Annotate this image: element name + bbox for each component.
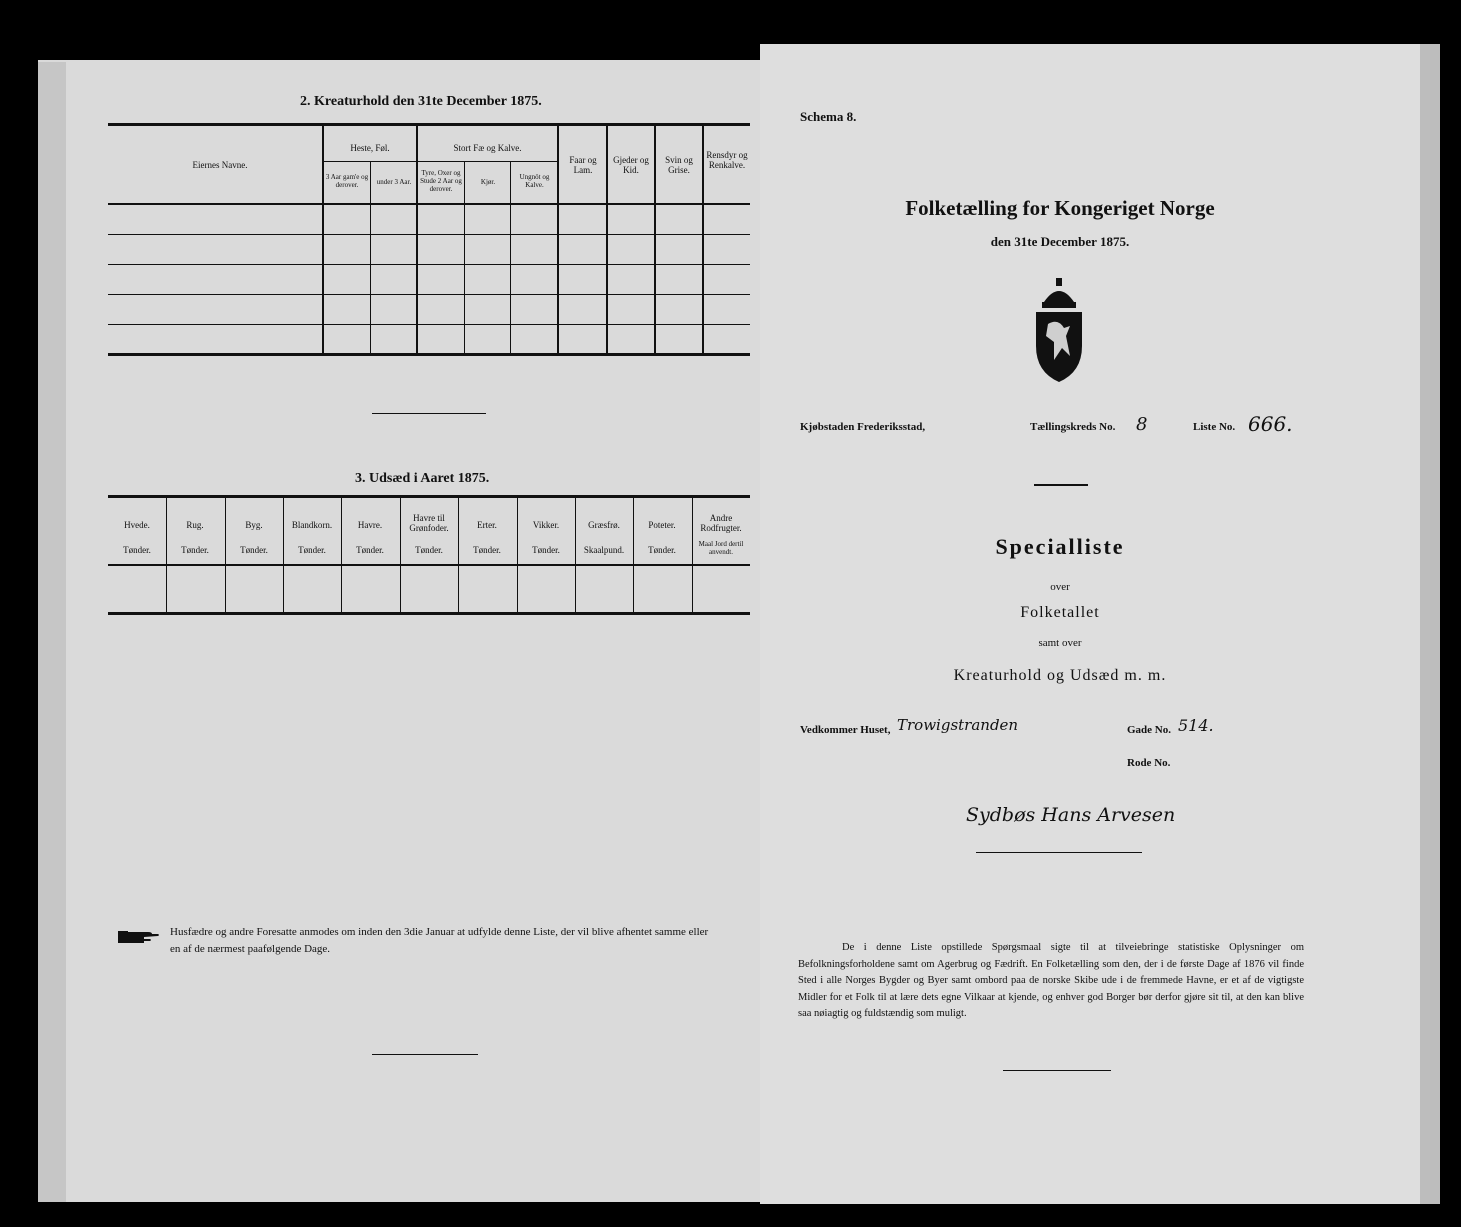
header-pigs: Svin og Grise. — [665, 155, 693, 175]
seed-column-header: Rug. — [186, 520, 204, 530]
seed-column-divider — [517, 498, 518, 614]
seed-column-divider — [458, 498, 459, 614]
seed-column-unit: Maal Jord dertil anvendt. — [698, 540, 744, 556]
left-page-edge — [38, 62, 66, 1202]
header-cattle-bulls: Tyre, Oxer og Stude 2 Aar og derover. — [420, 169, 462, 193]
seed-column-unit: Tønder. — [356, 545, 384, 555]
house-label: Vedkommer Huset, — [800, 724, 891, 736]
schema-label: Schema 8. — [800, 109, 857, 124]
header-horses-under3: under 3 Aar. — [376, 178, 412, 186]
seed-column-divider — [633, 498, 634, 614]
seed-column-header: Vikker. — [532, 520, 560, 530]
divider — [372, 413, 486, 414]
place-label: Kjøbstaden Frederiksstad, — [800, 421, 926, 433]
header-goats: Gjeder og Kid. — [613, 155, 649, 175]
header-reindeer: Rensdyr og Renkalve. — [706, 150, 748, 170]
divider — [1003, 1070, 1111, 1071]
seed-column-unit: Tønder. — [473, 545, 501, 555]
seed-column-divider — [166, 498, 167, 614]
owner-signature: Sydbøs Hans Arvesen — [966, 804, 1176, 826]
header-cattle-cows: Kjør. — [480, 178, 496, 186]
seed-column-header: Byg. — [245, 520, 263, 530]
right-page-edge — [1420, 44, 1440, 1204]
seed-column-unit: Tønder. — [240, 545, 268, 555]
list-value: 666. — [1248, 412, 1293, 436]
divider — [372, 1054, 478, 1055]
seed-column-divider — [283, 498, 284, 614]
explanatory-text: De i denne Liste opstillede Spørgsmaal sigte til at tilveiebringe statistiske Oplysninger om Befolkningsforholdene samt om Agerbrug og Fædrift. En Folketælling som den, der i de første Dage af 1876 vil finde Sted i alle Norges Bygder og Byer samt ombord paa de norske Skibe ude i de fremmede Havne, er et af de vigtigste Midler for et Folk til at lære dets egne Vilkaar at kjende, og enhver god Borger bør derfor gjøre sit til, at den kan blive saa nøiagtig og fuldstændig som muligt. — [798, 942, 1304, 1019]
seed-column-unit: Skaalpund. — [583, 545, 625, 555]
seed-column-header: Blandkorn. — [291, 520, 333, 530]
seed-column-header: Poteter. — [648, 520, 676, 530]
seed-column-header: Havre til Grønfoder. — [409, 513, 449, 533]
seed-column-unit: Tønder. — [181, 545, 209, 555]
district-value: 8 — [1136, 414, 1148, 435]
seed-column-header: Havre. — [357, 520, 383, 530]
street-label: Gade No. — [1127, 724, 1171, 736]
header-horses-3yr: 3 Aar gam'e og derover. — [325, 173, 369, 189]
seed-column-unit: Tønder. — [532, 545, 560, 555]
signature-line — [976, 852, 1142, 853]
seed-column-divider — [341, 498, 342, 614]
rode-label: Rode No. — [1127, 757, 1171, 769]
specialliste-heading: Specialliste — [995, 534, 1125, 559]
census-title: Folketælling for Kongeriget Norge — [905, 196, 1215, 220]
seed-column-header: Erter. — [477, 520, 497, 530]
census-date: den 31te December 1875. — [990, 234, 1130, 249]
folketallet-text: Folketallet — [1020, 604, 1100, 621]
header-owners: Eiernes Navne. — [192, 160, 248, 170]
seed-column-header: Hvede. — [124, 520, 150, 530]
header-cattle-calves: Ungnöt og Kalve. — [519, 173, 550, 189]
seed-column-header: Andre Rodfrugter. — [700, 513, 742, 533]
header-cattle: Stort Fæ og Kalve. — [453, 143, 522, 153]
kreaturhold-text: Kreaturhold og Udsæd m. m. — [953, 667, 1167, 684]
seed-column-divider — [225, 498, 226, 614]
pointing-hand-icon — [118, 928, 158, 944]
seed-column-unit: Tønder. — [648, 545, 676, 555]
header-horses: Heste, Føl. — [350, 143, 390, 153]
left-page — [38, 60, 760, 1202]
seed-column-unit: Tønder. — [298, 545, 326, 555]
district-label: Tællingskreds No. — [1030, 421, 1116, 433]
seed-column-divider — [575, 498, 576, 614]
seed-column-unit: Tønder. — [123, 545, 151, 555]
seed-column-unit: Tønder. — [415, 545, 443, 555]
section2-title: 2. Kreaturhold den 31te December 1875. — [300, 94, 542, 109]
list-label: Liste No. — [1193, 421, 1236, 433]
coat-of-arms-icon — [1030, 276, 1088, 386]
seed-column-header: Græsfrø. — [588, 520, 620, 530]
house-value: Trowigstranden — [897, 716, 1019, 734]
notice-text: Husfædre og andre Foresatte anmodes om inden den 3die Januar at udfylde denne Liste, der vil blive afhentet samme eller en af de nærmest paafølgende Dage. — [170, 926, 709, 955]
over-text: over — [1050, 581, 1070, 593]
divider — [1034, 484, 1088, 486]
samt-over-text: samt over — [1038, 637, 1082, 649]
header-sheep: Faar og Lam. — [569, 155, 597, 175]
section3-title: 3. Udsæd i Aaret 1875. — [355, 471, 490, 486]
street-value: 514. — [1178, 716, 1214, 735]
